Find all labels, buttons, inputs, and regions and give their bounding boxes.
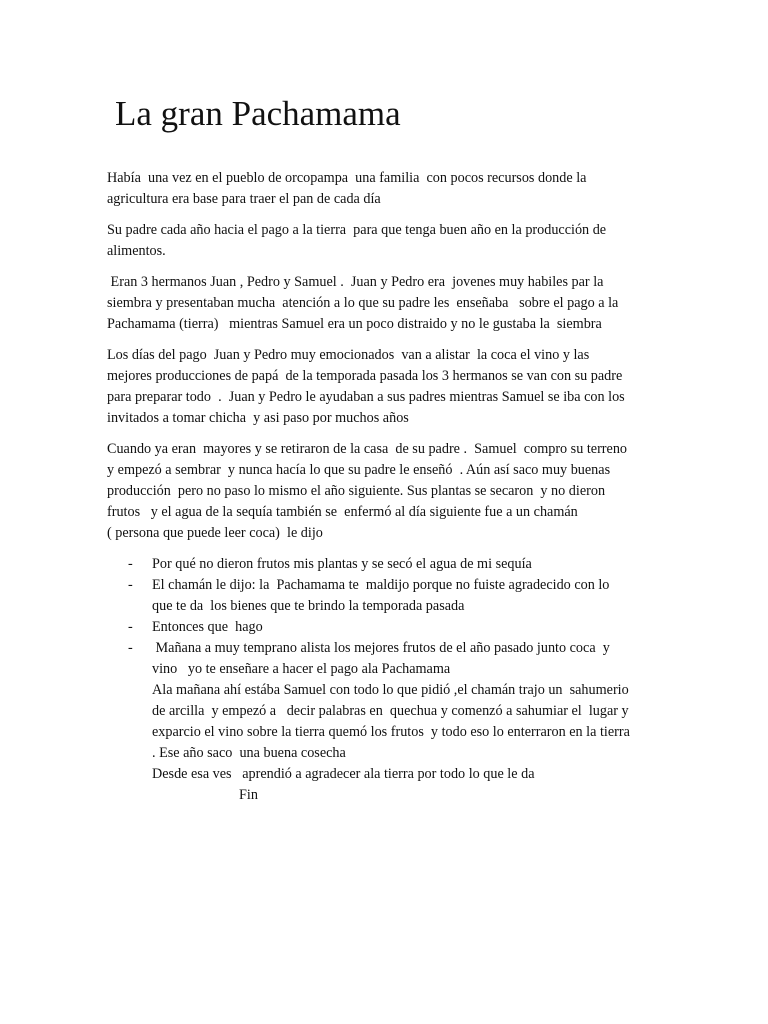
story-paragraph <box>107 345 647 429</box>
story-paragraph <box>107 439 647 544</box>
story-paragraphs <box>107 168 647 544</box>
paragraph-line: producción pero no paso lo mismo el año siguiente. Sus plantas se secaron y no dieron <box>107 483 606 499</box>
dialogue-line: que te da los bienes que te brindo la temporada pasada <box>152 598 465 614</box>
dialogue-item <box>107 638 647 785</box>
paragraph-line: siembra y presentaban mucha atención a lo que su padre les enseñaba sobre el pago a la <box>107 295 619 311</box>
dialogue-item <box>107 575 647 617</box>
dash-bullet: - <box>128 619 133 635</box>
paragraph-line: mejores producciones de papá de la temporada pasada los 3 hermanos se van con su padre <box>107 368 623 384</box>
paragraph-line: para preparar todo . Juan y Pedro le ayudaban a sus padres mientras Samuel se iba con los <box>107 389 625 405</box>
dash-bullet: - <box>128 577 133 593</box>
paragraph-line: ( persona que puede leer coca) le dijo <box>107 525 323 541</box>
paragraph-line: Había una vez en el pueblo de orcopampa una familia con pocos recursos donde la <box>107 170 587 186</box>
story-paragraph <box>107 220 647 262</box>
dialogue-line: de arcilla y empezó a decir palabras en quechua y comenzó a sahumiar el lugar y <box>152 703 629 719</box>
dialogue-line: exparcio el vino sobre la tierra quemó los frutos y todo eso lo enterraron en la tierra <box>152 724 630 740</box>
paragraph-line: Su padre cada año hacia el pago a la tierra para que tenga buen año en la producción de <box>107 222 607 238</box>
paragraph-line: y empezó a sembrar y nunca hacía lo que su padre le enseñó . Aún así saco muy buenas <box>107 462 611 478</box>
paragraph-line: invitados a tomar chicha y asi paso por muchos años <box>107 410 409 426</box>
dash-bullet: - <box>128 556 133 572</box>
paragraph-line: agricultura era base para traer el pan de cada día <box>107 191 381 207</box>
paragraph-line: Cuando ya eran mayores y se retiraron de la casa de su padre . Samuel compro su terreno <box>107 441 628 457</box>
paragraph-line: frutos y el agua de la sequía también se enfermó al día siguiente fue a un chamán <box>107 504 578 520</box>
story-body <box>107 168 647 806</box>
story-paragraph <box>107 272 647 335</box>
dialogue-item <box>107 554 647 575</box>
dialogue-line: El chamán le dijo: la Pachamama te maldijo porque no fuiste agradecido con lo <box>152 577 610 593</box>
dash-bullet: - <box>128 640 133 656</box>
dialogue-line: . Ese año saco una buena cosecha <box>152 745 346 761</box>
paragraph-line: Los días del pago Juan y Pedro muy emocionados van a alistar la coca el vino y las <box>107 347 590 363</box>
paragraph-line: Pachamama (tierra) mientras Samuel era un poco distraido y no le gustaba la siembra <box>107 316 602 332</box>
dialogue-line: Ala mañana ahí estába Samuel con todo lo que pidió ,el chamán trajo un sahumerio <box>152 682 629 698</box>
dialogue-line: vino yo te enseñare a hacer el pago ala Pachamama <box>152 661 451 677</box>
dialogue-line: Entonces que hago <box>152 619 263 635</box>
dialogue-line: Mañana a muy temprano alista los mejores frutos de el año pasado junto coca y <box>152 640 610 656</box>
ending-text: Fin <box>239 787 258 803</box>
story-paragraph <box>107 168 647 210</box>
dialogue-item <box>107 617 647 638</box>
paragraph-line: alimentos. <box>107 243 166 259</box>
dialogue-line: Desde esa ves aprendió a agradecer ala tierra por todo lo que le da <box>152 766 535 782</box>
document-title: La gran Pachamama <box>115 94 401 133</box>
paragraph-line: Eran 3 hermanos Juan , Pedro y Samuel . Juan y Pedro era jovenes muy habiles par la <box>107 274 604 290</box>
dialogue-list <box>107 554 647 785</box>
dialogue-line: Por qué no dieron frutos mis plantas y se secó el agua de mi sequía <box>152 556 532 572</box>
